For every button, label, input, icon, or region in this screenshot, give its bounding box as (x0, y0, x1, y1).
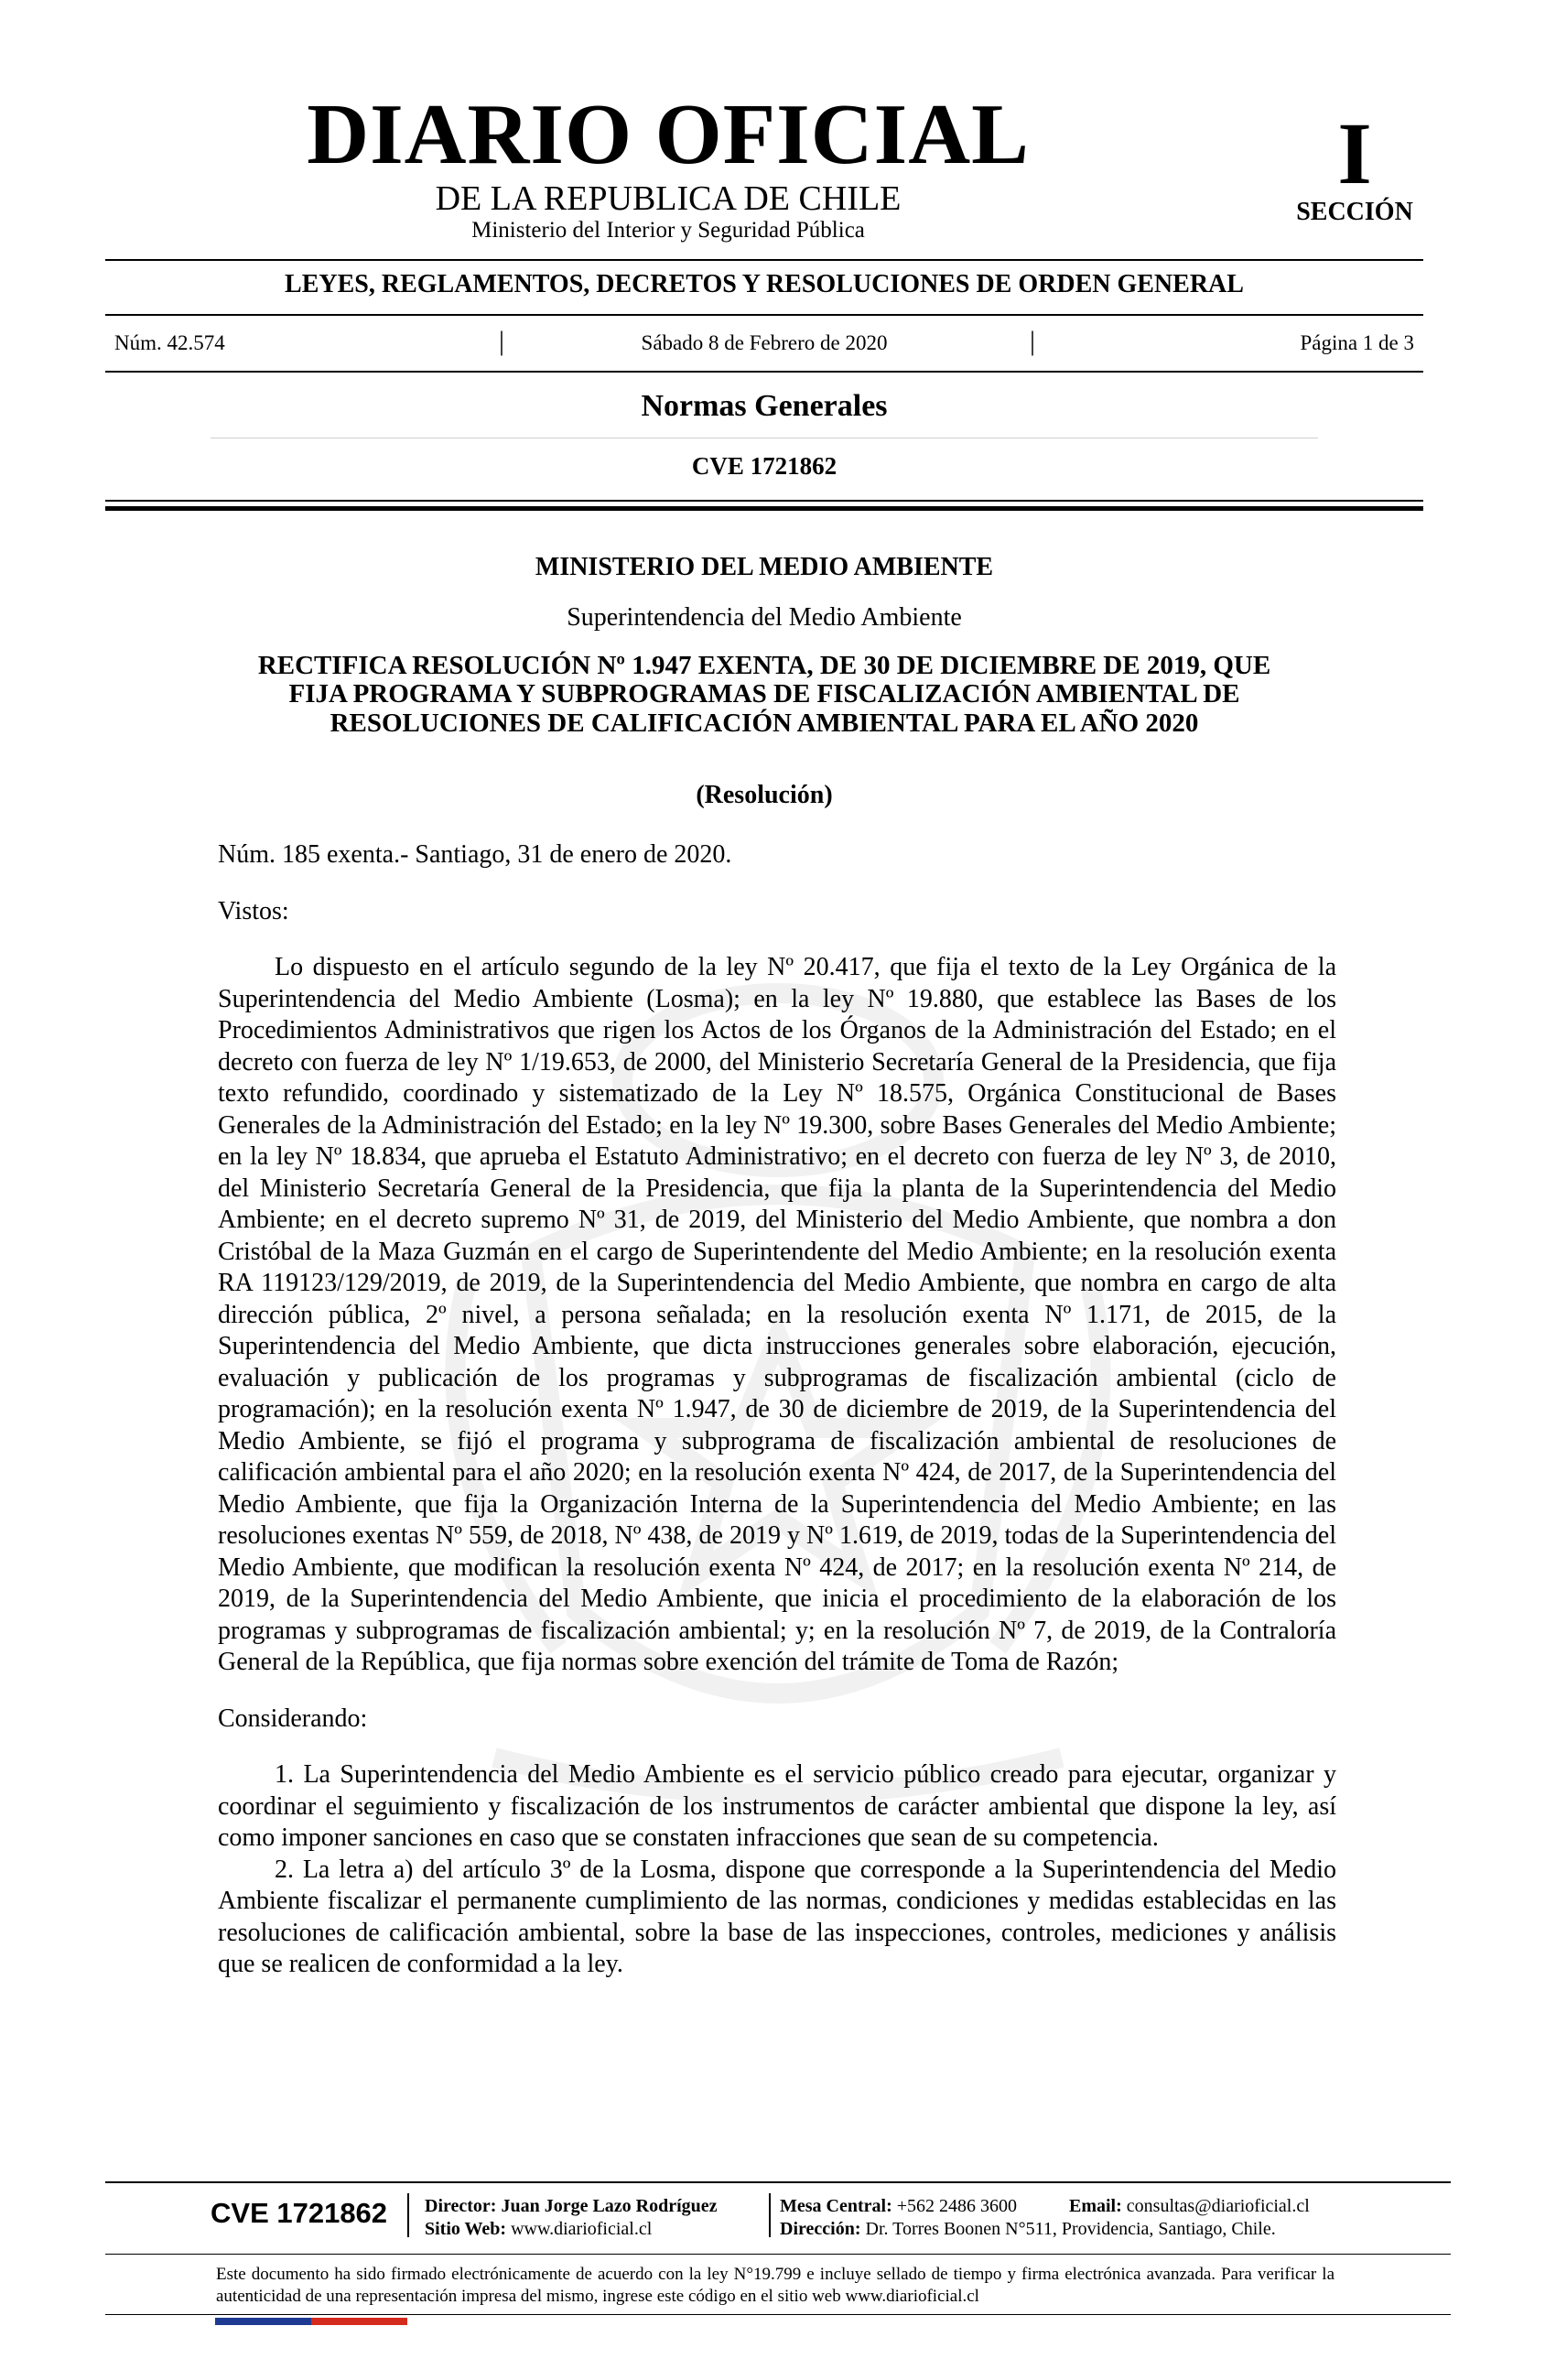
phone-number: +562 2486 3600 (896, 2196, 1018, 2216)
document-title-line: FIJA PROGRAMA Y SUBPROGRAMAS DE FISCALIZACIÓN AMBIENTAL DE (288, 679, 1240, 709)
considerando-paragraph: 2. La letra a) del artículo 3º de la Losma, dispone que corresponde a la Superintendencia del Medio Ambiente fiscalizar el permanente cumplimiento de las normas, condiciones y medidas establecidas en las resoluciones de calificación ambiental, sobre la base de las inspecciones, controles, mediciones y análisis que se realicen de conformidad a la ley. (218, 1855, 1336, 1978)
footer-divider (105, 2314, 1451, 2315)
newspaper-title: DIARIO OFICIAL (307, 87, 1030, 182)
separator: | (499, 326, 505, 356)
document-title-line: RECTIFICA RESOLUCIÓN Nº 1.947 EXENTA, DE 30 DE DICIEMBRE DE 2019, QUE (257, 651, 1271, 680)
flag-stripe-blue (215, 2318, 311, 2325)
section-number: I (1337, 104, 1372, 202)
footer-divider (105, 2181, 1451, 2183)
address-text: Dr. Torres Boonen N°511, Providencia, Santiago, Chile. (865, 2219, 1276, 2239)
email-link[interactable]: consultas@diarioficial.cl (1126, 2196, 1310, 2216)
footer-email-block (1069, 2195, 1310, 2218)
vistos-heading: Vistos: (218, 896, 289, 925)
director-label: Director: (425, 2196, 497, 2216)
phone-label: Mesa Central: (780, 2196, 892, 2216)
section-title: Normas Generales (641, 389, 888, 423)
document-body (218, 839, 1336, 1981)
divider (105, 314, 1423, 316)
resolution-number: Núm. 185 exenta.- Santiago, 31 de enero de 2020. (218, 840, 732, 869)
footer-cve-code: CVE 1721862 (211, 2197, 388, 2229)
separator: | (1030, 326, 1036, 356)
section-mark (1281, 104, 1428, 227)
section-label: SECCIÓN (1296, 198, 1413, 226)
cve-code: CVE 1721862 (691, 452, 837, 480)
footer-director-block (425, 2195, 718, 2241)
issue-number: Núm. 42.574 (114, 331, 225, 354)
document-title-line: RESOLUCIONES DE CALIFICACIÓN AMBIENTAL PARA EL AÑO 2020 (330, 708, 1199, 738)
flag-stripe-red (311, 2318, 407, 2325)
divider (105, 259, 1423, 261)
vistos-paragraph: Lo dispuesto en el artículo segundo de la ley Nº 20.417, que fija el texto de la Ley Orgánica de la Superintendencia del Medio Ambiente (Losma); en la ley Nº 19.880, que establece las Bases de los Procedimientos Administrativos que rigen los Actos de los Órganos de la Administración del Estado; en el decreto con fuerza de ley Nº 1/19.653, de 2000, del Ministerio Secretaría General de la Presidencia, que fija texto refundido, coordinado y sistematizado de la Ley Nº 18.575, Orgánica Constitucional de Bases Generales de la Administración del Estado; en la ley Nº 19.300, sobre Bases Generales del Medio Ambiente; en la ley Nº 18.834, que aprueba el Estatuto Administrativo; en el decreto con fuerza de ley Nº 3, de 2010, del Ministerio Secretaría General de la Presidencia, que fija la planta de la Superintendencia del Medio Ambiente; en el decreto supremo Nº 31, de 2019, del Ministerio del Medio Ambiente, que nombra a don Cristóbal de la Maza Guzmán en el cargo de Superintendente del Medio Ambiente; en la resolución exenta RA 119123/129/2019, de 2019, de la Superintendencia del Medio Ambiente, que nombra en cargo de alta dirección pública, 2º nivel, a persona señalada; en la resolución exenta Nº 1.171, de 2015, de la Superintendencia del Medio Ambiente, que dicta instrucciones generales sobre elaboración, ejecución, evaluación y publicación de los programas y subprogramas de fiscalización ambiental (ciclo de programación); en la resolución exenta Nº 1.947, de 30 de diciembre de 2019, de la Superintendencia del Medio Ambiente, se fijó el programa y subprograma de fiscalización ambiental de resoluciones de calificación ambiental para el año 2020; en la resolución exenta Nº 424, de 2017, de la Superintendencia del Medio Ambiente, que fija la Organización Interna de la Superintendencia del Medio Ambiente; en las resoluciones exentas Nº 559, de 2018, Nº 438, de 2019 y Nº 1.619, de 2019, todas de la Superintendencia del Medio Ambiente, que modifican la resolución exenta Nº 424, de 2017; en la resolución exenta Nº 214, de 2019, de la Superintendencia del Medio Ambiente, que inicia el procedimiento de la elaboración de los programas y subprogramas de fiscalización ambiental; y; en la resolución Nº 7, de 2019, de la Contraloría General de la República, que fija normas sobre exención del trámite de Toma de Razón; (218, 953, 1336, 1676)
document-title (215, 652, 1313, 738)
footer-separator (769, 2193, 771, 2237)
signature-note: Este documento ha sido firmado electrónicamente de acuerdo con la ley N°19.799 e incluye sellado de tiempo y firma electrónica avanzada. Para verificar la autenticidad de una representación impresa del mismo, ingrese este código en el sitio web www.diarioficial.cl (216, 2265, 1334, 2306)
considerando-paragraph: 1. La Superintendencia del Medio Ambiente es el servicio público creado para ejecutar, organizar y coordinar el seguimiento y fiscalización de los instrumentos de carácter ambiental que dispone la ley, así como imponer sanciones en caso que se constaten infracciones que sean de su competencia. (218, 1760, 1336, 1852)
issue-date: Sábado 8 de Febrero de 2020 (641, 331, 888, 354)
category-heading: LEYES, REGLAMENTOS, DECRETOS Y RESOLUCIONES DE ORDEN GENERAL (285, 270, 1244, 298)
website-label: Sitio Web: (425, 2219, 507, 2239)
email-label: Email: (1069, 2196, 1122, 2216)
website-link[interactable]: www.diarioficial.cl (511, 2219, 653, 2239)
newspaper-subtitle: DE LA REPUBLICA DE CHILE (435, 179, 902, 218)
divider (105, 500, 1423, 502)
page-indicator: Página 1 de 3 (1300, 331, 1414, 354)
agency-heading: Superintendencia del Medio Ambiente (567, 603, 962, 632)
document-kind: (Resolución) (696, 781, 833, 809)
divider (105, 506, 1423, 511)
considerando-heading: Considerando: (218, 1704, 368, 1733)
director-name: Juan Jorge Lazo Rodríguez (501, 2196, 718, 2216)
newspaper-ministry: Ministerio del Interior y Seguridad Pública (471, 217, 865, 243)
footer-separator (407, 2193, 409, 2237)
masthead (211, 87, 1126, 243)
footer-divider (105, 2254, 1451, 2255)
address-label: Dirección: (780, 2219, 861, 2239)
divider (105, 371, 1423, 373)
ministry-heading: MINISTERIO DEL MEDIO AMBIENTE (535, 553, 994, 581)
